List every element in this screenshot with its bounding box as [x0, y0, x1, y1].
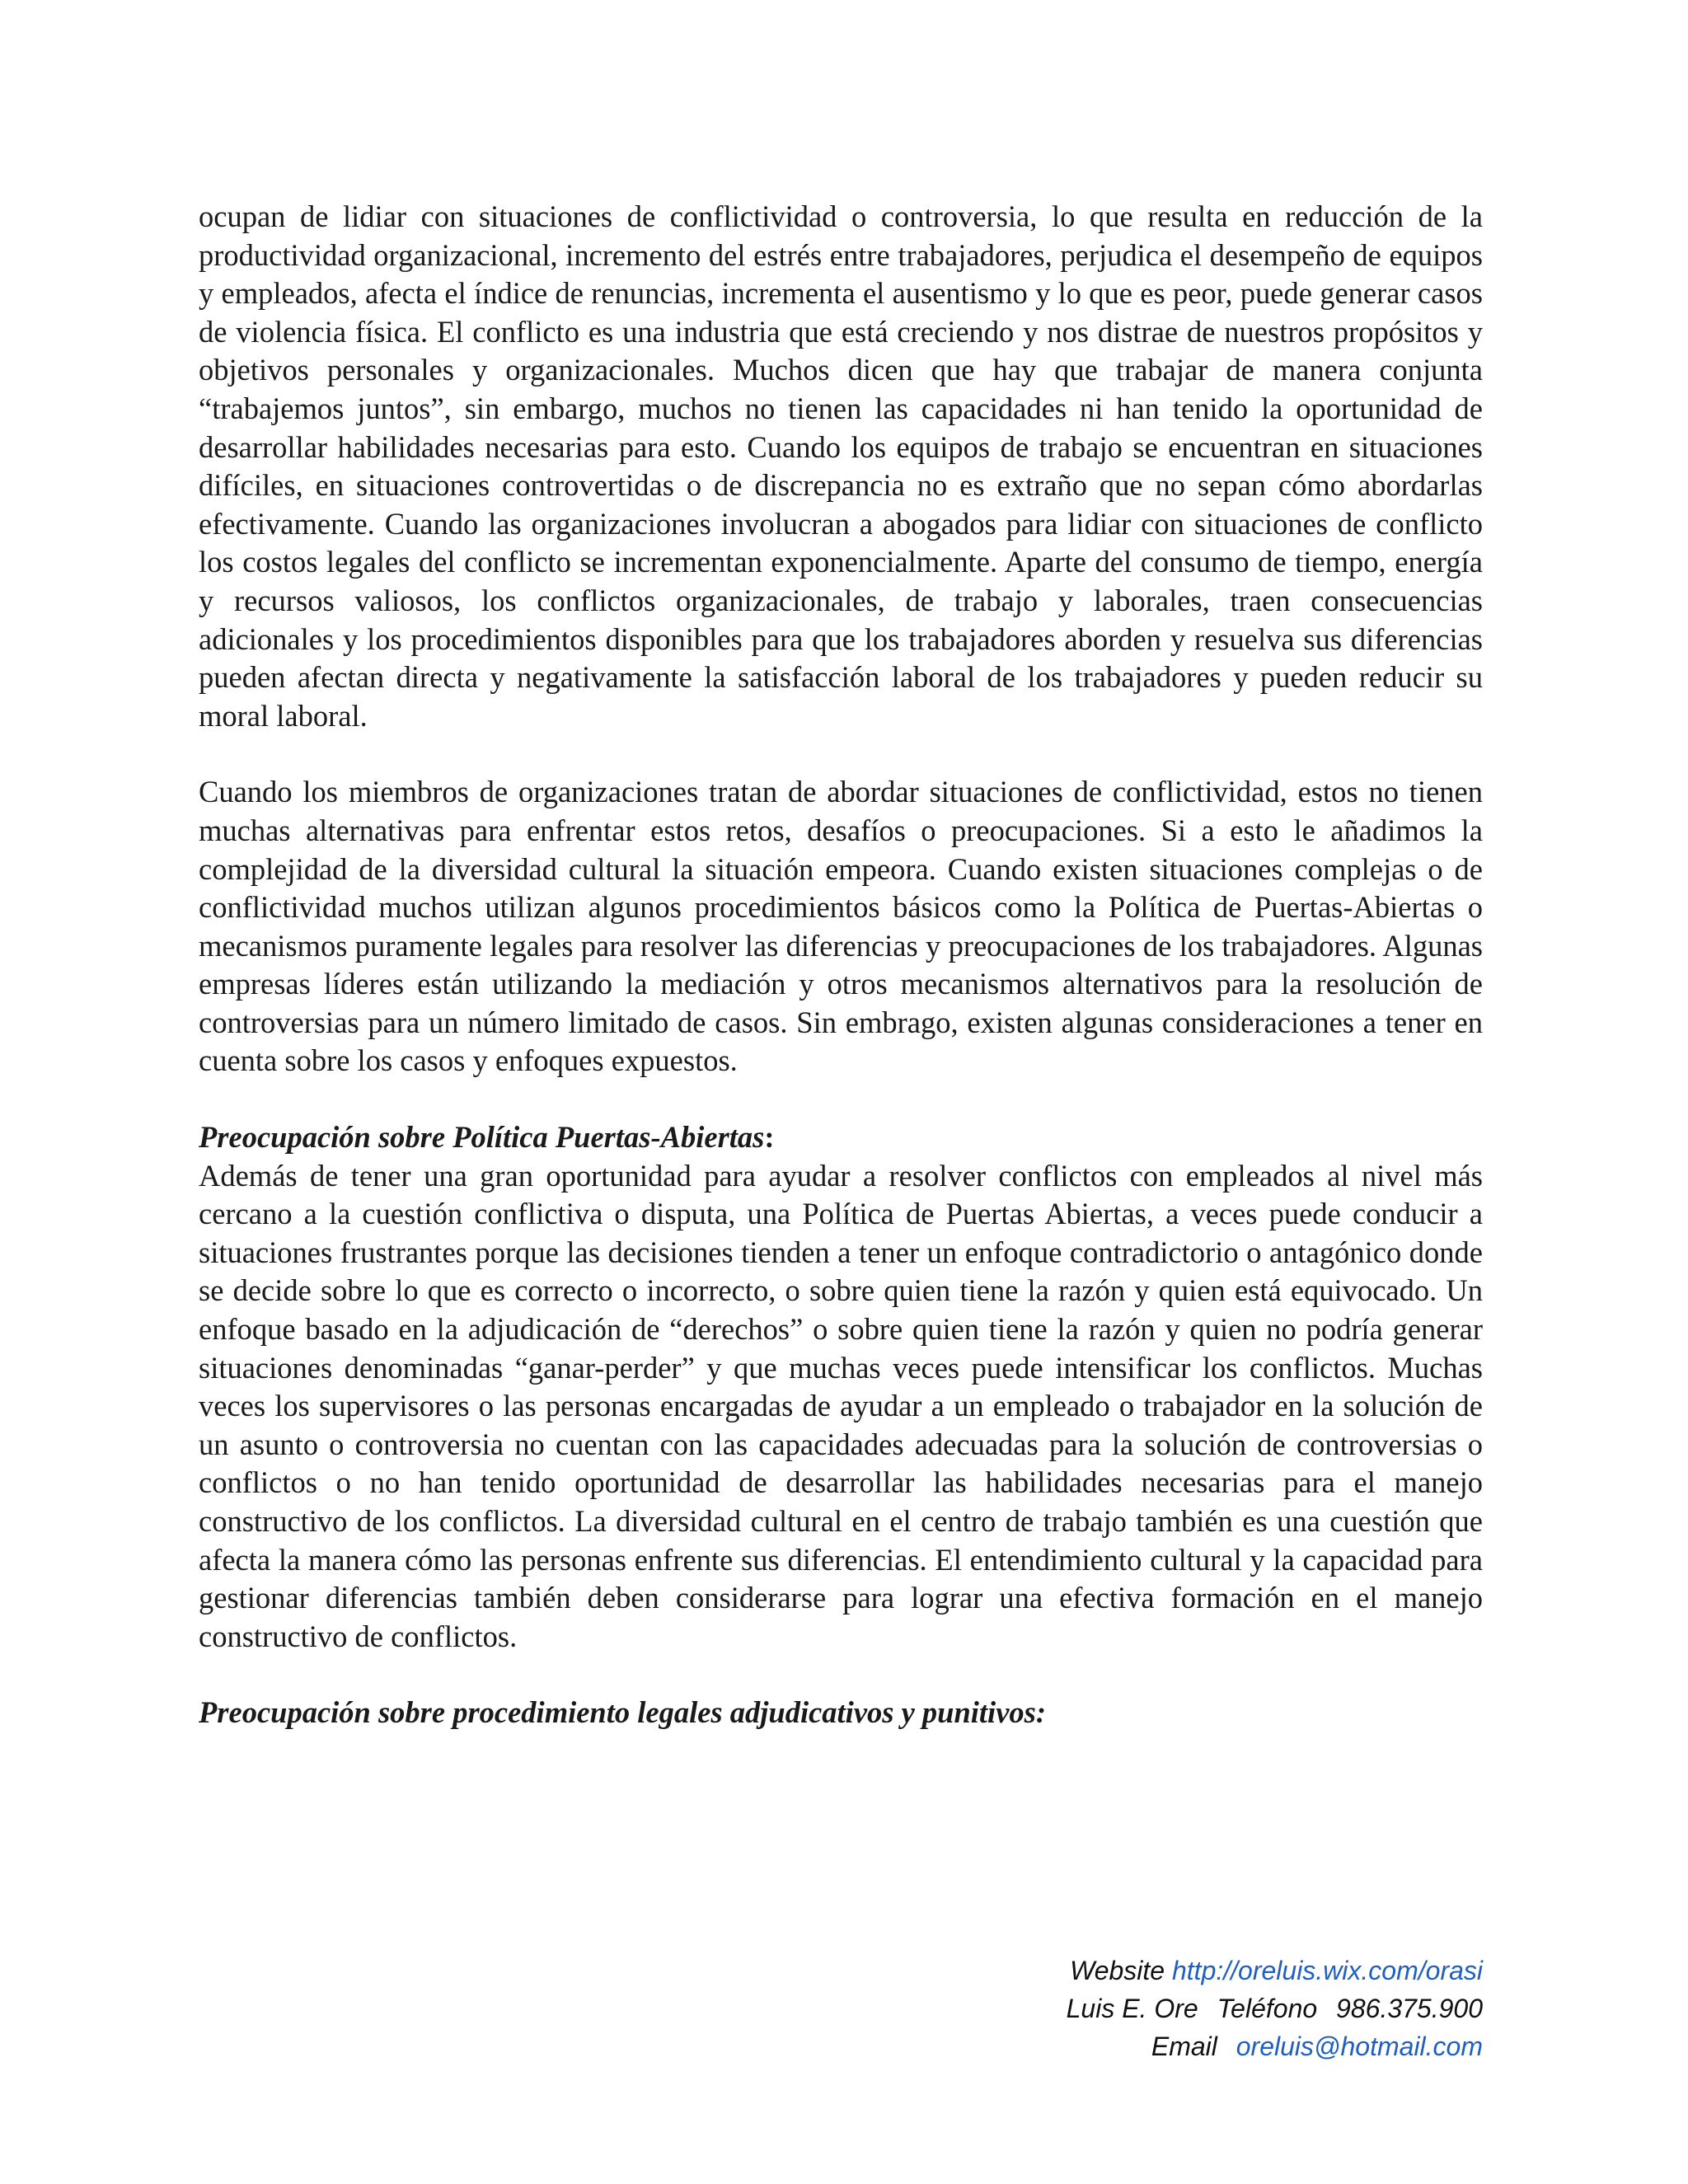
section-heading-open-door-text: Preocupación sobre Política Puertas-Abiertas — [199, 1120, 765, 1155]
footer-website-label: Website — [1070, 1956, 1165, 1985]
body-paragraph-3: Además de tener una gran oportunidad para ayudar a resolver conflictos con empleados al nivel más cercano a la cuestión conflictiva o disputa, una Política de Puertas Abiertas, a veces puede conducir a situaciones frustrantes porque las decisiones tienden a tener un enfoque contradictorio o antagónico donde se decide sobre lo que es correcto o incorrecto, o sobre quien tiene la razón y quien está equivocado. Un enfoque basado en la adjudicación de “derechos” o sobre quien tiene la razón y quien no podría generar situaciones denominadas “ganar-perder” y que muchas veces puede intensificar los conflictos. Muchas veces los supervisores o las personas encargadas de ayudar a un empleado o trabajador en la solución de un asunto o controversia no cuentan con las capacidades adecuadas para la solución de controversias o conflictos o no han tenido oportunidad de desarrollar las habilidades necesarias para el manejo constructivo de los conflictos. La diversidad cultural en el centro de trabajo también es una cuestión que afecta la manera cómo las personas enfrente sus diferencias. El entendimiento cultural y la capacidad para gestionar diferencias también deben considerarse para lograr una efectiva formación en el manejo constructivo de conflictos. — [199, 1158, 1483, 1653]
section-heading-open-door-colon: : — [764, 1120, 775, 1155]
document-body — [199, 198, 1483, 1732]
section-heading-open-door — [199, 1118, 1483, 1157]
footer-phone-label: Teléfono — [1217, 1994, 1318, 2023]
footer-email-link[interactable]: oreluis@hotmail.com — [1236, 2032, 1483, 2061]
contact-footer — [1067, 1952, 1483, 2065]
footer-website-link[interactable]: http://oreluis.wix.com/orasi — [1171, 1956, 1483, 1985]
section-heading-legal-procedures — [199, 1694, 1483, 1732]
footer-phone-number: 986.375.900 — [1336, 1994, 1483, 2023]
footer-email-line — [1067, 2027, 1483, 2065]
footer-website-line — [1067, 1952, 1483, 1990]
footer-name: Luis E. Ore — [1066, 1994, 1198, 2023]
footer-phone-line — [1067, 1990, 1483, 2027]
footer-email-label: Email — [1151, 2032, 1217, 2061]
section-heading-legal-procedures-text: Preocupación sobre procedimiento legales adjudicativos y punitivos: — [199, 1695, 1047, 1730]
body-paragraph-1: ocupan de lidiar con situaciones de conflictividad o controversia, lo que resulta en reducción de la productividad organizacional, incremento del estrés entre trabajadores, perjudica el desempeño de equipos y empleados, afecta el índice de renuncias, incrementa el ausentismo y lo que es peor, puede generar casos de violencia física. El conflicto es una industria que está creciendo y nos distrae de nuestros propósitos y objetivos personales y organizacionales. Muchos dicen que hay que trabajar de manera conjunta “trabajemos juntos”, sin embargo, muchos no tienen las capacidades ni han tenido la oportunidad de desarrollar habilidades necesarias para esto. Cuando los equipos de trabajo se encuentran en situaciones difíciles, en situaciones controvertidas o de discrepancia no es extraño que no sepan cómo abordarlas efectivamente. Cuando las organizaciones involucran a abogados para lidiar con situaciones de conflicto los costos legales del conflicto se incrementan exponencialmente. Aparte del consumo de tiempo, energía y recursos valiosos, los conflictos organizacionales, de trabajo y laborales, traen consecuencias adicionales y los procedimientos disponibles para que los trabajadores aborden y resuelva sus diferencias pueden afectan directa y negativamente la satisfacción laboral de los trabajadores y pueden reducir su moral laboral. — [199, 199, 1483, 733]
body-paragraph-2: Cuando los miembros de organizaciones tratan de abordar situaciones de conflictividad, estos no tienen muchas alternativas para enfrentar estos retos, desafíos o preocupaciones. Si a esto le añadimos la complejidad de la diversidad cultural la situación empeora. Cuando existen situaciones complejas o de conflictividad muchos utilizan algunos procedimientos básicos como la Política de Puertas-Abiertas o mecanismos puramente legales para resolver las diferencias y preocupaciones de los trabajadores. Algunas empresas líderes están utilizando la mediación y otros mecanismos alternativos para la resolución de controversias para un número limitado de casos. Sin embrago, existen algunas consideraciones a tener en cuenta sobre los casos y enfoques expuestos. — [199, 775, 1483, 1078]
